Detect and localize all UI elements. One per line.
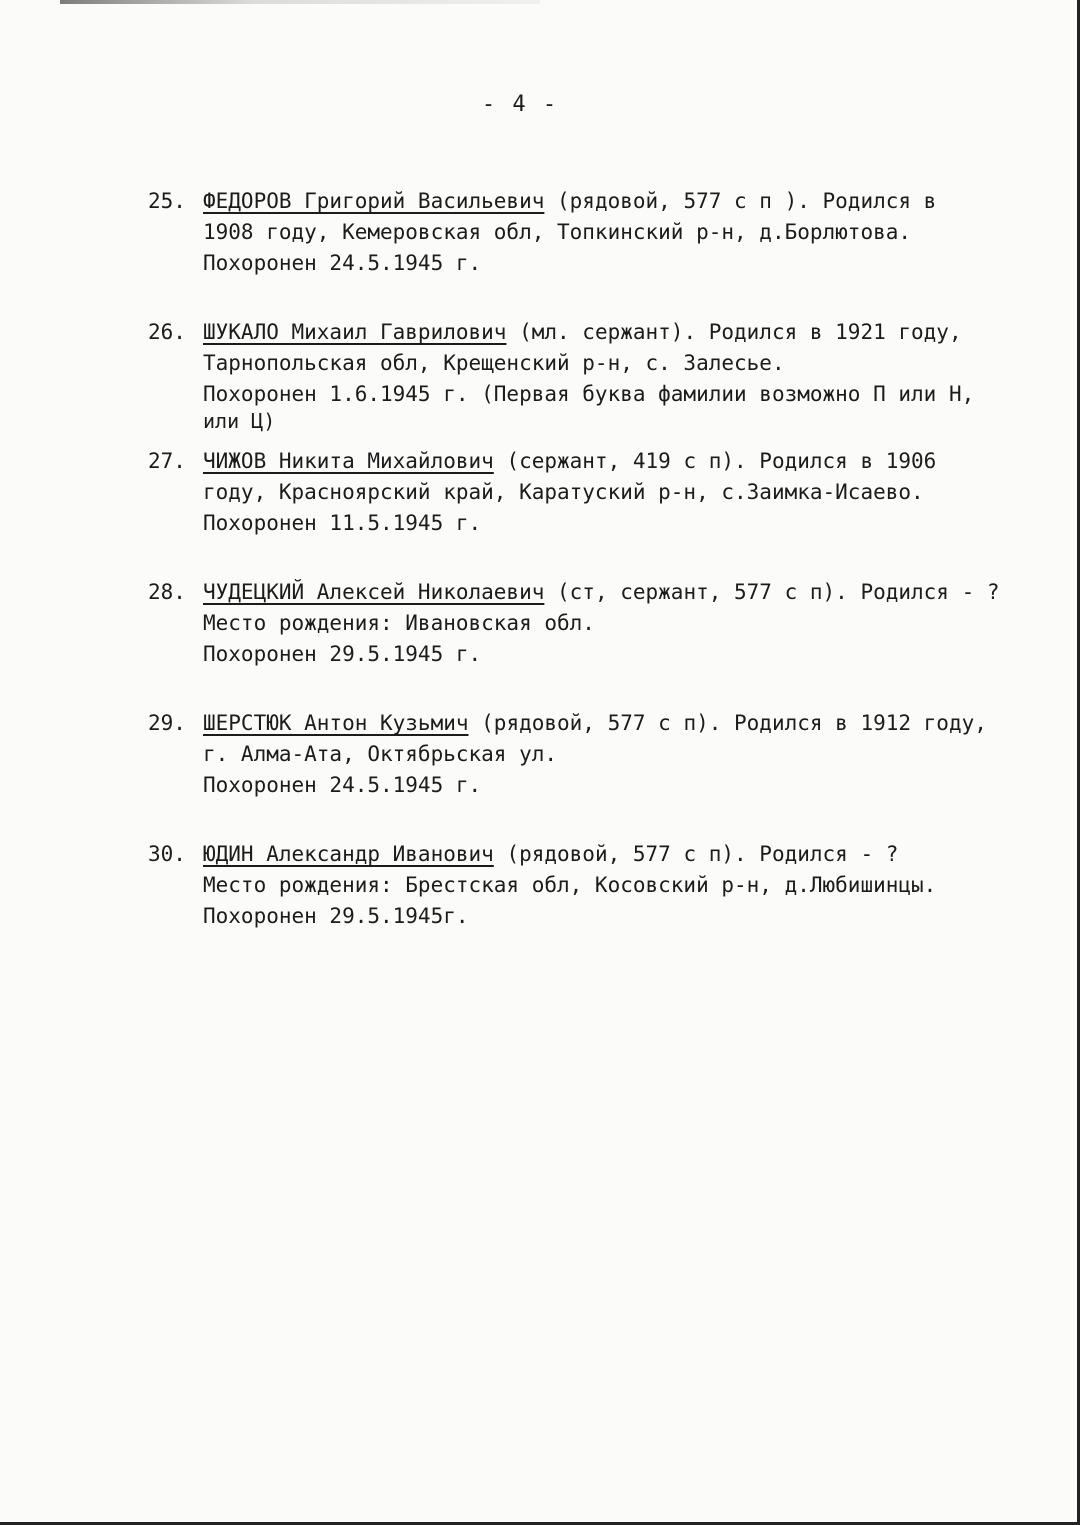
entry-body — [203, 839, 1048, 932]
entry-body — [203, 186, 1048, 279]
person-name: ЧИЖОВ Никита Михайлович — [203, 449, 494, 473]
person-name: ЮДИН Александр Иванович — [203, 842, 494, 866]
entry-line-2: Место рождения: Брестская обл, Косовский р-н, д.Любишинцы. — [203, 873, 937, 897]
entry-number: 27. — [148, 449, 186, 473]
list-entry-27 — [148, 446, 1048, 539]
entry-line-3: Похоронен 29.5.1945 г. — [203, 642, 482, 666]
entry-body — [203, 446, 1048, 539]
entry-number: 29. — [148, 711, 186, 735]
entry-body — [203, 317, 1048, 432]
entry-body — [203, 577, 1048, 670]
entry-details: (рядовой, 577 с п). Родился в 1912 году, — [468, 711, 987, 735]
list-entry-28 — [148, 577, 1048, 670]
entry-line-1 — [203, 839, 1048, 870]
entry-line-1 — [203, 708, 1048, 739]
entry-line-3: Похоронен 24.5.1945 г. — [203, 773, 482, 797]
list-entry-26 — [148, 317, 1048, 432]
entry-line-3: Похоронен 29.5.1945г. — [203, 904, 469, 928]
entry-line-4: или Ц) — [203, 409, 276, 433]
page-number: - 4 - — [481, 92, 559, 117]
person-name: ЧУДЕЦКИЙ Алексей Николаевич — [203, 580, 545, 604]
entry-line-1 — [203, 577, 1048, 608]
entry-line-1 — [203, 317, 1048, 348]
entry-line-2: Место рождения: Ивановская обл. — [203, 611, 595, 635]
entry-body — [203, 708, 1048, 801]
entry-number: 30. — [148, 842, 186, 866]
entry-line-1 — [203, 186, 1048, 217]
entry-number: 25. — [148, 189, 186, 213]
entry-line-2: году, Красноярский край, Каратуский р-н, с.Заимка-Исаево. — [203, 480, 924, 504]
person-name: ШЕРСТЮК Антон Кузьмич — [203, 711, 469, 735]
list-entry-29 — [148, 708, 1048, 801]
entry-line-2: 1908 году, Кемеровская обл, Топкинский р-н, д.Борлютова. — [203, 220, 912, 244]
entry-details: (рядовой, 577 с п). Родился - ? — [493, 842, 899, 866]
entry-details: (мл. сержант). Родился в 1921 году, — [506, 320, 962, 344]
entry-details: (ст, сержант, 577 с п). Родился - ? — [544, 580, 1000, 604]
entry-details: (рядовой, 577 с п ). Родился в — [544, 189, 937, 213]
entry-number: 28. — [148, 580, 186, 604]
person-name: ШУКАЛО Михаил Гаврилович — [203, 320, 507, 344]
entry-number: 26. — [148, 320, 186, 344]
entry-line-1 — [203, 446, 1048, 477]
person-name: ФЕДОРОВ Григорий Васильевич — [203, 189, 545, 213]
entry-line-3: Похоронен 24.5.1945 г. — [203, 251, 482, 275]
scan-edge-top — [60, 0, 540, 4]
list-entry-30 — [148, 839, 1048, 932]
entry-line-2: г. Алма-Ата, Октябрьская ул. — [203, 742, 558, 766]
entry-line-3: Похоронен 11.5.1945 г. — [203, 511, 482, 535]
burial-list — [148, 186, 1048, 970]
entry-details: (сержант, 419 с п). Родился в 1906 — [493, 449, 937, 473]
list-entry-25 — [148, 186, 1048, 279]
entry-line-2: Тарнопольская обл, Крещенский р-н, с. Залесье. — [203, 351, 785, 375]
entry-line-3: Похоронен 1.6.1945 г. (Первая буква фамилии возможно П или Н, — [203, 382, 975, 406]
